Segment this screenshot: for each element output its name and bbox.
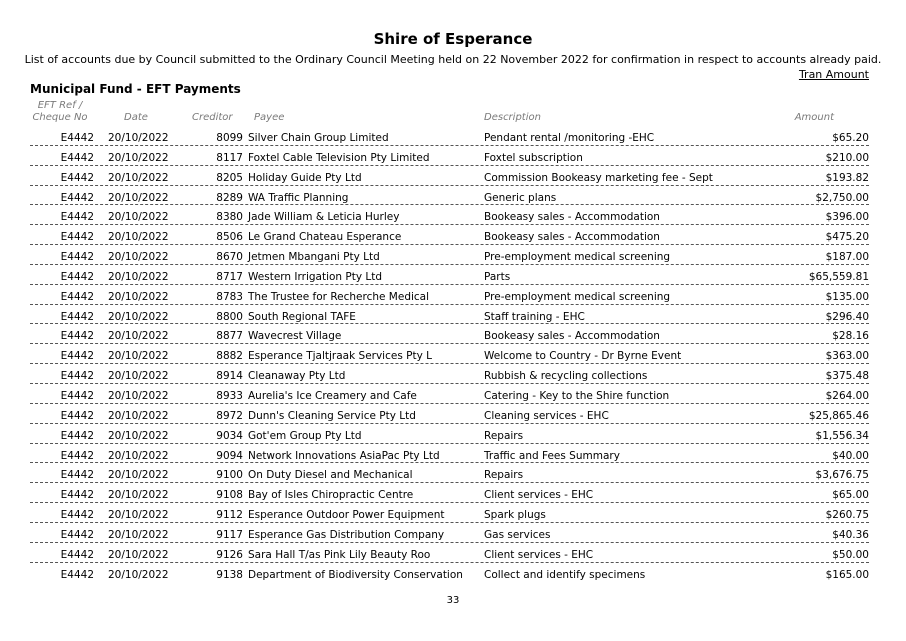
cell-ref: E4442 [60, 270, 94, 283]
cell-payee: Le Grand Chateau Esperance [248, 231, 402, 244]
cell-date: 20/10/2022 [108, 251, 169, 264]
cell-date: 20/10/2022 [108, 310, 169, 323]
table-row [0, 346, 906, 366]
cell-creditor: 8914 [216, 370, 243, 383]
table-row [0, 326, 906, 346]
cell-date: 20/10/2022 [108, 429, 169, 442]
table-row [0, 307, 906, 327]
cell-amount: $3,676.75 [815, 469, 869, 482]
cell-payee: Esperance Gas Distribution Company [248, 528, 445, 541]
section-title: Municipal Fund - EFT Payments [30, 82, 241, 96]
table-row [0, 545, 906, 565]
cell-amount: $475.20 [825, 231, 869, 244]
table-row [0, 247, 906, 267]
cell-ref: E4442 [60, 528, 94, 541]
cell-description: Welcome to Country - Dr Byrne Event [484, 350, 682, 363]
cell-date: 20/10/2022 [108, 409, 169, 422]
cell-amount: $375.48 [825, 370, 869, 383]
cell-amount: $65,559.81 [808, 270, 869, 283]
cell-payee: Western Irrigation Pty Ltd [248, 270, 383, 283]
cell-ref: E4442 [60, 191, 94, 204]
cell-date: 20/10/2022 [108, 151, 169, 164]
cell-creditor: 9117 [216, 528, 243, 541]
cell-description: Foxtel subscription [484, 151, 583, 164]
table-row [0, 446, 906, 466]
cell-ref: E4442 [60, 211, 94, 224]
cell-ref: E4442 [60, 330, 94, 343]
cell-date: 20/10/2022 [108, 568, 169, 581]
cell-payee: Wavecrest Village [248, 330, 342, 343]
cell-payee: Esperance Outdoor Power Equipment [248, 509, 445, 522]
table-row [0, 406, 906, 426]
cell-payee: Department of Biodiversity Conservation [248, 568, 463, 581]
cell-description: Bookeasy sales - Accommodation [484, 211, 660, 224]
cell-date: 20/10/2022 [108, 211, 169, 224]
cell-payee: Silver Chain Group Limited [248, 132, 389, 144]
cell-ref: E4442 [60, 290, 94, 303]
cell-description: Commission Bookeasy marketing fee - Sept [484, 171, 713, 184]
cell-ref: E4442 [60, 568, 94, 581]
header-date: Date [124, 112, 148, 123]
table-row [0, 426, 906, 446]
cell-amount: $40.36 [832, 528, 869, 541]
cell-creditor: 8380 [216, 211, 243, 224]
cell-date: 20/10/2022 [108, 548, 169, 561]
cell-payee: Cleanaway Pty Ltd [248, 370, 346, 383]
header-description: Description [484, 112, 541, 123]
cell-payee: Got'em Group Pty Ltd [248, 429, 362, 442]
cell-payee: WA Traffic Planning [248, 191, 349, 204]
cell-description: Pre-employment medical screening [484, 290, 671, 303]
table-row [0, 148, 906, 168]
page-subtitle: List of accounts due by Council submitted to the Ordinary Council Meeting held on 22 November 2022 for confirmation in respect to accounts already paid. [24, 53, 882, 66]
cell-amount: $396.00 [825, 211, 869, 224]
cell-ref: E4442 [60, 132, 94, 144]
cell-creditor: 9100 [216, 469, 243, 482]
cell-ref: E4442 [60, 151, 94, 164]
cell-date: 20/10/2022 [108, 370, 169, 383]
table-row [0, 525, 906, 545]
cell-ref: E4442 [60, 251, 94, 264]
cell-description: Repairs [484, 469, 524, 482]
table-row [0, 505, 906, 525]
cell-description: Bookeasy sales - Accommodation [484, 231, 660, 244]
table-row [0, 386, 906, 406]
cell-description: Cleaning services - EHC [484, 409, 609, 422]
cell-description: Client services - EHC [484, 548, 594, 561]
table-row [0, 128, 906, 148]
cell-ref: E4442 [60, 429, 94, 442]
cell-description: Gas services [484, 528, 551, 541]
cell-creditor: 8099 [216, 132, 243, 144]
cell-amount: $210.00 [825, 151, 869, 164]
cell-description: Bookeasy sales - Accommodation [484, 330, 660, 343]
table-row [0, 287, 906, 307]
cell-ref: E4442 [60, 409, 94, 422]
header-amount: Amount [794, 112, 834, 123]
cell-date: 20/10/2022 [108, 191, 169, 204]
cell-date: 20/10/2022 [108, 171, 169, 184]
cell-amount: $264.00 [825, 389, 869, 402]
cell-ref: E4442 [60, 171, 94, 184]
table-row [0, 267, 906, 287]
cell-amount: $1,556.34 [815, 429, 869, 442]
cell-ref: E4442 [60, 350, 94, 363]
cell-ref: E4442 [60, 449, 94, 462]
cell-payee: Holiday Guide Pty Ltd [248, 171, 362, 184]
cell-date: 20/10/2022 [108, 290, 169, 303]
cell-amount: $193.82 [825, 171, 869, 184]
table-row [0, 465, 906, 485]
cell-creditor: 9094 [216, 449, 243, 462]
table-row [0, 188, 906, 208]
cell-payee: Bay of Isles Chiropractic Centre [248, 489, 414, 502]
table-row [0, 227, 906, 247]
cell-creditor: 8717 [216, 270, 243, 283]
cell-description: Staff training - EHC [484, 310, 585, 323]
cell-ref: E4442 [60, 509, 94, 522]
header-payee: Payee [254, 112, 285, 123]
cell-payee: The Trustee for Recherche Medical [248, 290, 430, 303]
page-title: Shire of Esperance [373, 30, 533, 48]
table-row [0, 565, 906, 585]
cell-creditor: 9138 [216, 568, 243, 581]
cell-ref: E4442 [60, 231, 94, 244]
table-row [0, 485, 906, 505]
cell-creditor: 9108 [216, 489, 243, 502]
cell-amount: $28.16 [832, 330, 869, 343]
header-creditor: Creditor [192, 112, 233, 123]
cell-amount: $40.00 [832, 449, 869, 462]
cell-description: Parts [484, 270, 511, 283]
header-ref: EFT Ref / Cheque No [32, 100, 88, 123]
cell-creditor: 9126 [216, 548, 243, 561]
cell-ref: E4442 [60, 469, 94, 482]
cell-amount: $25,865.46 [808, 409, 869, 422]
cell-payee: Aurelia's Ice Creamery and Cafe [248, 389, 417, 402]
cell-creditor: 8877 [216, 330, 243, 343]
cell-creditor: 8972 [216, 409, 243, 422]
cell-payee: Sara Hall T/as Pink Lily Beauty Roo [248, 548, 431, 561]
cell-creditor: 8882 [216, 350, 243, 363]
cell-payee: South Regional TAFE [248, 310, 356, 323]
cell-date: 20/10/2022 [108, 528, 169, 541]
page-number: 33 [446, 595, 460, 606]
cell-amount: $260.75 [825, 509, 869, 522]
cell-amount: $135.00 [825, 290, 869, 303]
cell-ref: E4442 [60, 310, 94, 323]
cell-date: 20/10/2022 [108, 389, 169, 402]
cell-date: 20/10/2022 [108, 509, 169, 522]
tran-amount-label: Tran Amount [798, 68, 869, 81]
table-row [0, 207, 906, 227]
cell-creditor: 8783 [216, 290, 243, 303]
cell-ref: E4442 [60, 548, 94, 561]
cell-payee: Foxtel Cable Television Pty Limited [248, 151, 430, 164]
cell-date: 20/10/2022 [108, 469, 169, 482]
cell-description: Spark plugs [484, 509, 546, 522]
cell-description: Repairs [484, 429, 524, 442]
cell-payee: On Duty Diesel and Mechanical [248, 469, 413, 482]
cell-amount: $165.00 [825, 568, 869, 581]
cell-creditor: 8933 [216, 389, 243, 402]
cell-amount: $50.00 [832, 548, 869, 561]
table-header [0, 98, 906, 126]
cell-payee: Jade William & Leticia Hurley [248, 211, 400, 224]
cell-payee: Esperance Tjaltjraak Services Pty L [248, 350, 432, 363]
cell-creditor: 8289 [216, 191, 243, 204]
cell-creditor: 8117 [216, 151, 243, 164]
cell-description: Client services - EHC [484, 489, 594, 502]
cell-date: 20/10/2022 [108, 449, 169, 462]
cell-creditor: 8670 [216, 251, 243, 264]
cell-date: 20/10/2022 [108, 330, 169, 343]
cell-date: 20/10/2022 [108, 350, 169, 363]
cell-amount: $296.40 [825, 310, 869, 323]
cell-amount: $65.00 [832, 489, 869, 502]
table-row [0, 366, 906, 386]
cell-description: Pre-employment medical screening [484, 251, 671, 264]
cell-amount: $65.20 [832, 132, 869, 144]
table-row [0, 168, 906, 188]
cell-description: Pendant rental /monitoring -EHC [484, 132, 655, 144]
cell-description: Rubbish & recycling collections [484, 370, 648, 383]
cell-description: Traffic and Fees Summary [484, 449, 620, 462]
cell-description: Generic plans [484, 191, 557, 204]
cell-date: 20/10/2022 [108, 489, 169, 502]
cell-creditor: 8205 [216, 171, 243, 184]
cell-amount: $187.00 [825, 251, 869, 264]
cell-ref: E4442 [60, 370, 94, 383]
cell-payee: Network Innovations AsiaPac Pty Ltd [248, 449, 440, 462]
cell-payee: Jetmen Mbangani Pty Ltd [248, 251, 380, 264]
cell-creditor: 8506 [216, 231, 243, 244]
cell-ref: E4442 [60, 389, 94, 402]
cell-creditor: 8800 [216, 310, 243, 323]
cell-date: 20/10/2022 [108, 132, 169, 144]
cell-ref: E4442 [60, 489, 94, 502]
cell-payee: Dunn's Cleaning Service Pty Ltd [248, 409, 416, 422]
cell-creditor: 9112 [216, 509, 243, 522]
cell-creditor: 9034 [216, 429, 243, 442]
cell-date: 20/10/2022 [108, 270, 169, 283]
cell-amount: $363.00 [825, 350, 869, 363]
cell-date: 20/10/2022 [108, 231, 169, 244]
cell-description: Collect and identify specimens [484, 568, 646, 581]
cell-description: Catering - Key to the Shire function [484, 389, 670, 402]
payments-table [0, 128, 906, 584]
cell-amount: $2,750.00 [815, 191, 869, 204]
